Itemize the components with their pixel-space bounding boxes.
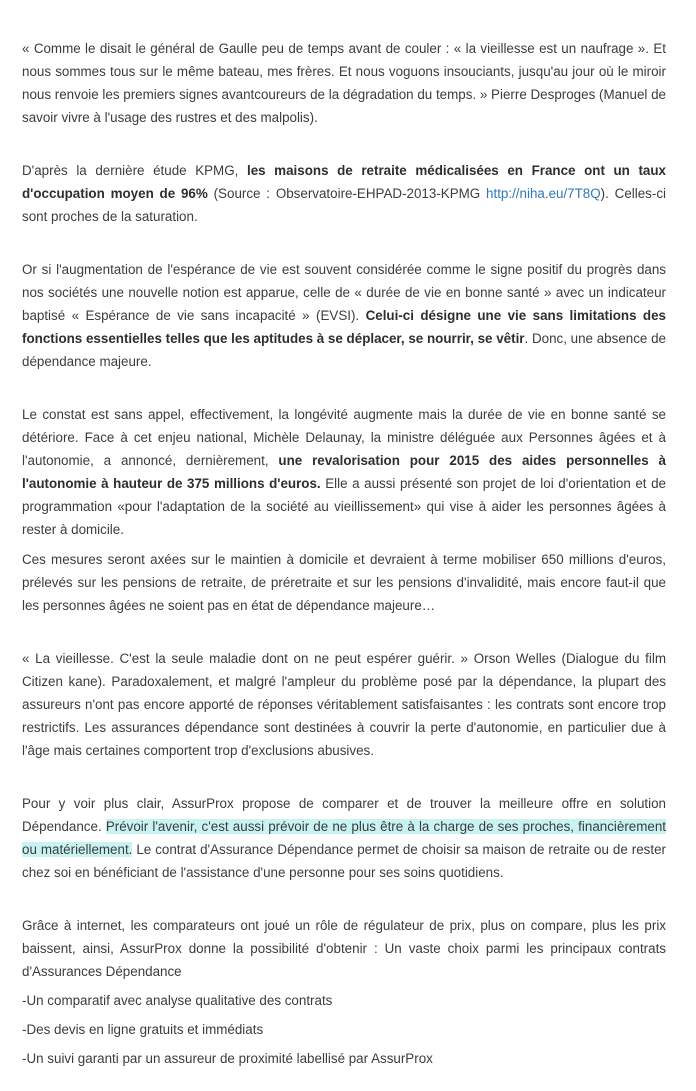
text-segment: D'après la dernière étude KPMG, (22, 163, 247, 178)
text-segment: Or si l'augmentation de l'espérance de vie est souvent considérée comme le signe positif du progrès dans nos sociétés une nouvelle notion est apparue, celle de « durée de vie en bonne santé » avec un indicateur baptisé « Espérance de vie sans incapacité » (EVSI). (22, 262, 666, 323)
text-segment: Pour y voir plus clair, AssurProx propose de comparer et de trouver la meilleure offre en solution Dépendance. (22, 796, 666, 834)
paragraph-measures: Ces mesures seront axées sur le maintien à domicile et devraient à terme mobiliser 650 millions d'euros, prélevés sur les pensions de retraite, de préretraite et sur les pensions d'invalidité, mais encore faut-il que les personnes âgées ne soient pas en état de dépendance majeure… (22, 552, 666, 613)
text-segment: ). Celles-ci sont proches de la saturation. (22, 186, 666, 224)
article-body (22, 37, 666, 1070)
text-segment: Elle a aussi présenté son projet de loi d'orientation et de programmation «pour l'adaptation de la société au vieillissement» qui vise à aider les personnes âgées à rester à domicile. (22, 476, 666, 537)
text-segment: Le contrat d'Assurance Dépendance permet de choisir sa maison de retraite ou de rester chez soi en bénéficiant de l'assistance d'une personne pour ses soins quotidiens. (22, 842, 666, 880)
paragraph-welles-quote: « La vieillesse. C'est la seule maladie dont on ne peut espérer guérir. » Orson Welles (Dialogue du film Citizen kane). Paradoxalement, et malgré l'ampleur du problème posé par la dépendance, la plupart des assureurs n'ont pas encore apporté de réponses véritablement satisfaisantes : les contrats sont encore trop restrictifs. Les assurances dépendance sont destinées à couvrir la perte d'autonomie, en particulier due à l'âge mais certaines comportent trop d'exclusions abusives. (22, 651, 666, 758)
text-segment: . Donc, une absence de dépendance majeure. (22, 331, 666, 369)
bold-funding-amount: une revalorisation pour 2015 des aides personnelles à l'autonomie à hauteur de 375 millions d'euros. (22, 453, 666, 491)
paragraph-comparators: Grâce à internet, les comparateurs ont joué un rôle de régulateur de prix, plus on compare, plus les prix baissent, ainsi, AssurProx donne la possibilité d'obtenir : Un vaste choix parmi les principaux contrats d'Assurances Dépendance (22, 918, 666, 979)
paragraph-desproges-quote: « Comme le disait le général de Gaulle peu de temps avant de couler : « la vieillesse est un naufrage ». Et nous sommes tous sur le même bateau, mes frères. Et nous voguons insouciants, jusqu'au jour où le miroir nous renvoie les premiers signes avantcoureurs de la dégradation du temps. » Pierre Desproges (Manuel de savoir vivre à l'usage des rustres et des malpolis). (22, 41, 666, 125)
highlighted-text: Prévoir l'avenir, c'est aussi prévoir de ne plus être à la charge de ses proches, financièrement ou matériellement. (22, 819, 667, 857)
list-item: -Un comparatif avec analyse qualitative des contrats (22, 993, 333, 1008)
list-item: -Un suivi garanti par un assureur de proximité labellisé par AssurProx (22, 1051, 433, 1066)
text-segment: (Source : Observatoire-EHPAD-2013-KPMG (207, 186, 487, 201)
paragraph-life-expectancy (22, 258, 666, 373)
bold-occupancy-rate: les maisons de retraite médicalisées en France ont un taux d'occupation moyen de 96% (22, 163, 666, 201)
list-item: -Des devis en ligne gratuits et immédiats (22, 1022, 264, 1037)
paragraph-assurprox-offer (22, 792, 666, 884)
bold-evsi-definition: Celui-ci désigne une vie sans limitations des fonctions essentielles telles que les aptitudes à se déplacer, se nourrir, se vêtir (22, 308, 667, 346)
source-link[interactable]: http://niha.eu/7T8Q (486, 186, 601, 201)
paragraph-ministry-announcement (22, 403, 666, 541)
paragraph-kpmg-study (22, 159, 666, 228)
text-segment: Le constat est sans appel, effectivement, la longévité augmente mais la durée de vie en bonne santé se détériore. Face à cet enjeu national, Michèle Delaunay, la ministre déléguée aux Personnes âgées et à l'autonomie, a annoncé, dernièrement, (22, 407, 666, 468)
